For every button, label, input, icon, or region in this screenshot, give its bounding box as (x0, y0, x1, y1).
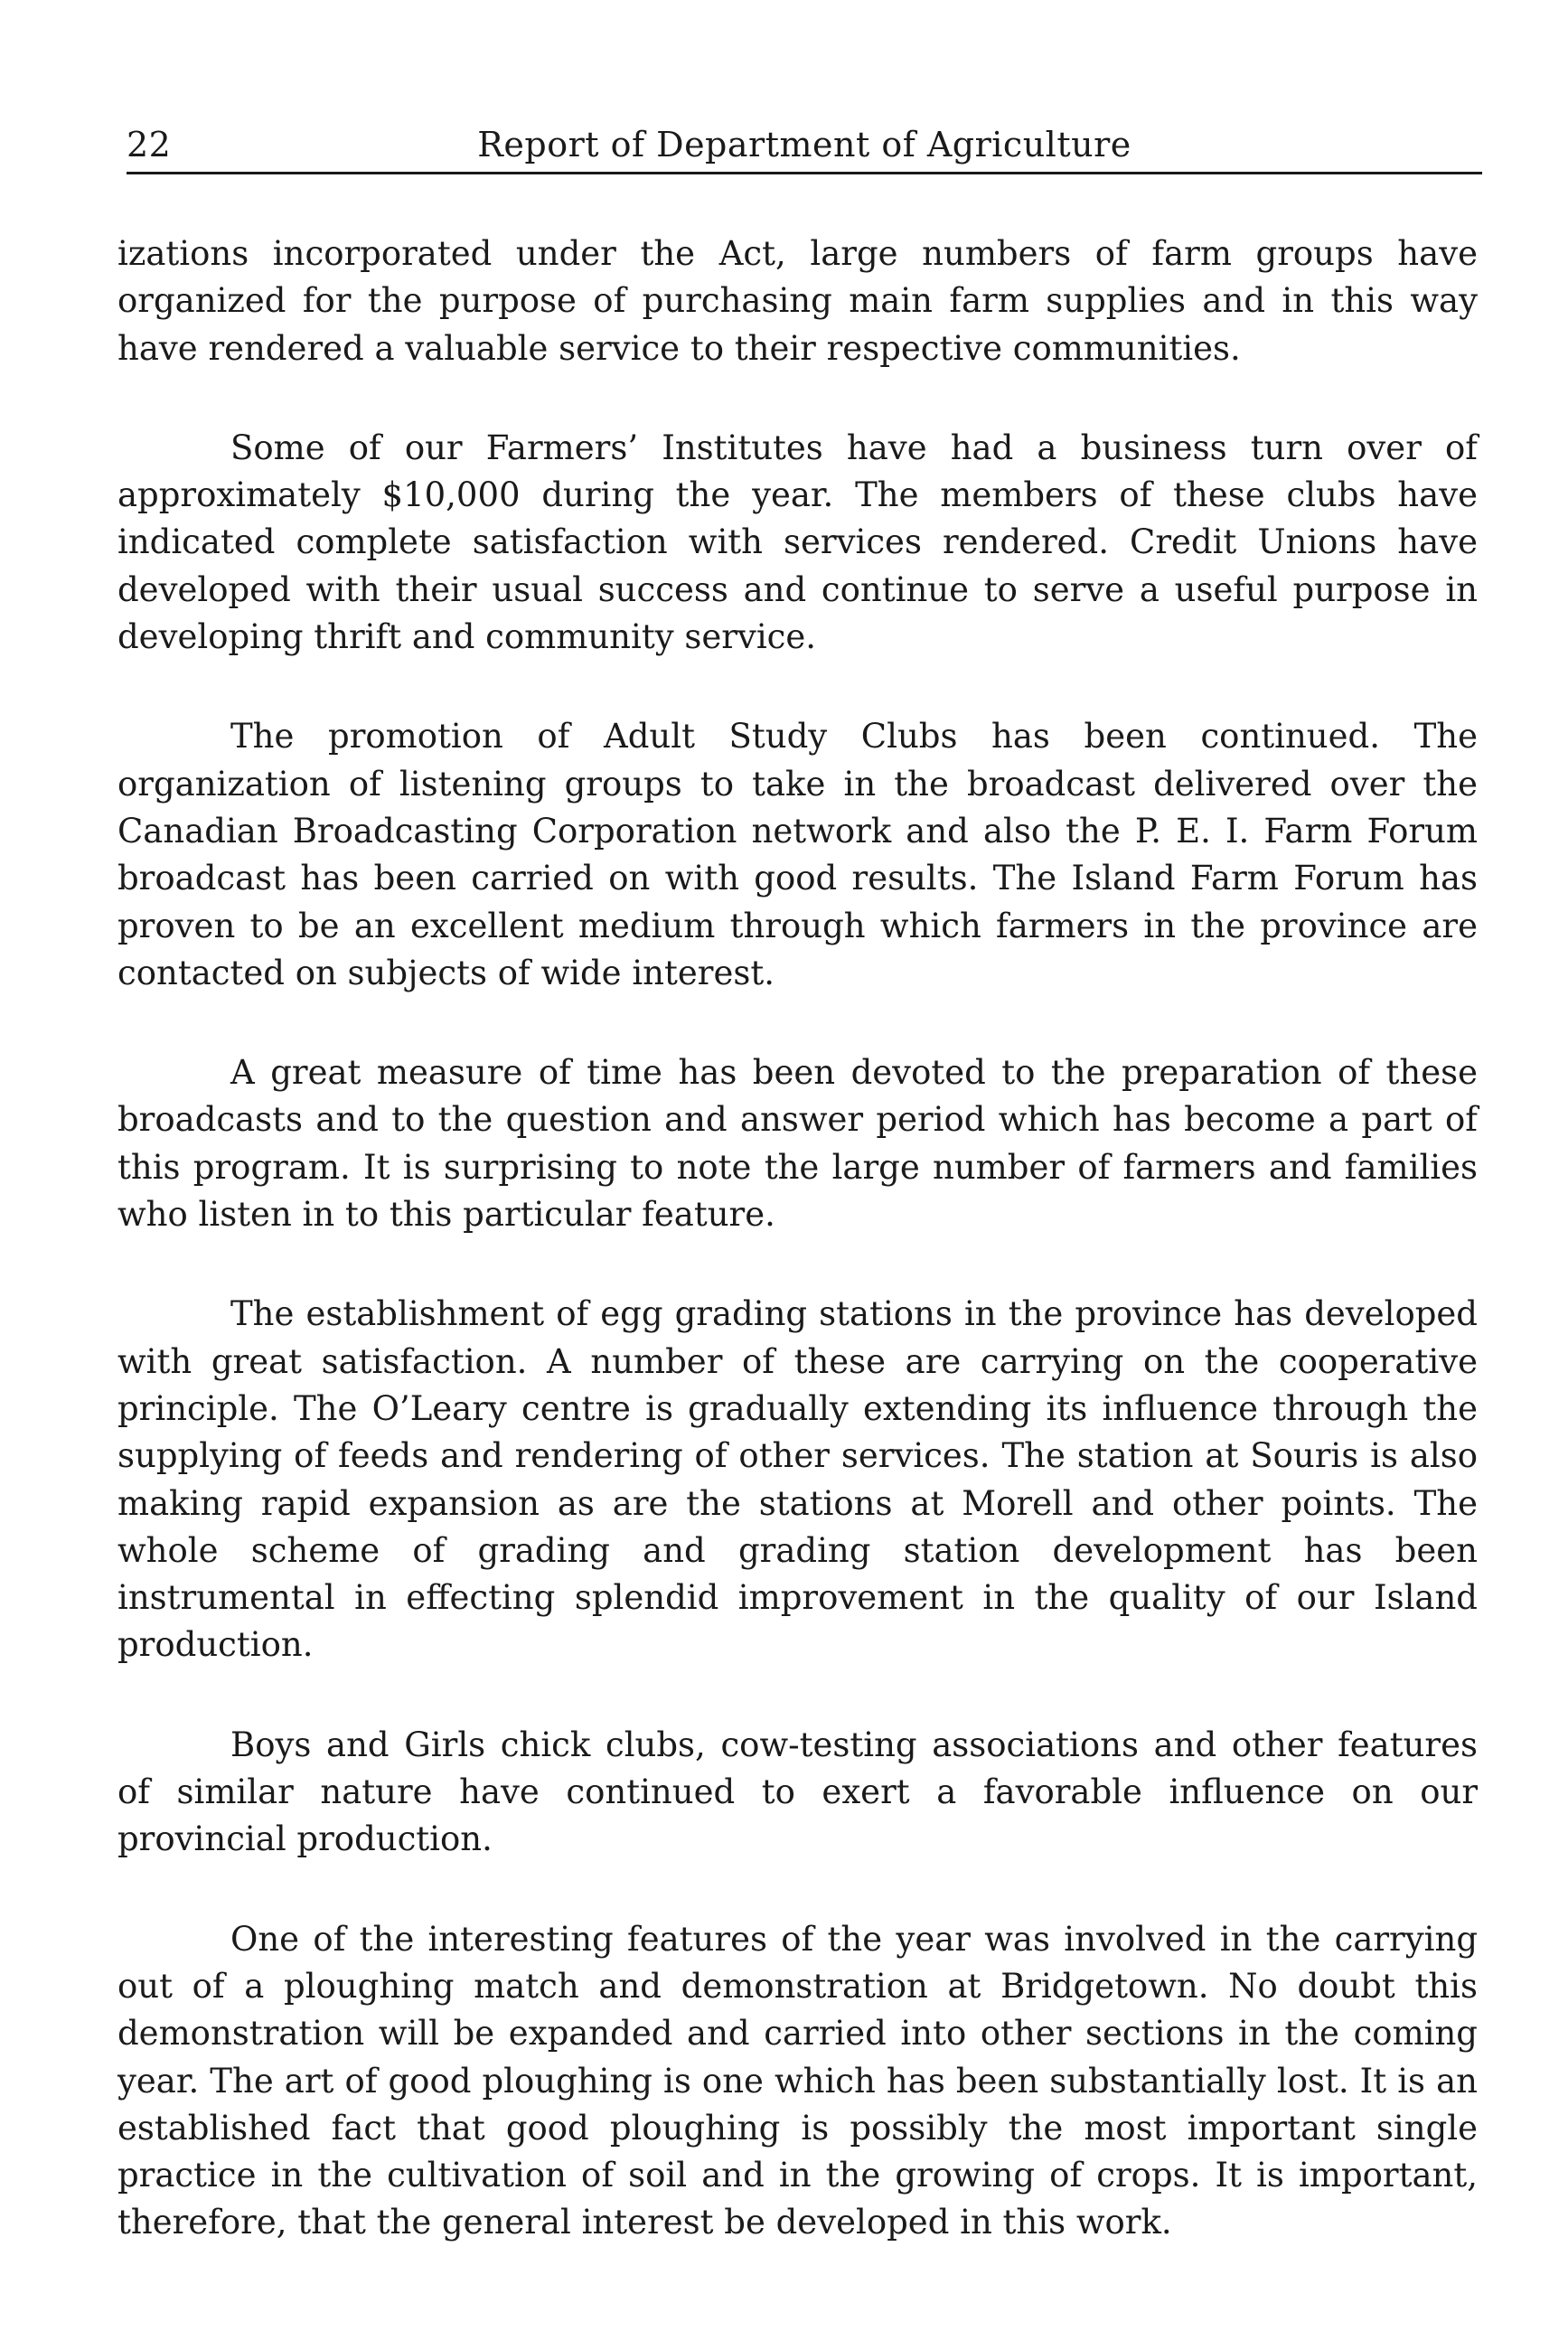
paragraph-adult-study-clubs: The promotion of Adult Study Clubs has been continued. The organization of listening groups to take in the broadcast delivered over the Canadian Broadcasting Corporation network and also the P. E. I. Farm Forum broadcast has been carried on with good results. The Island Farm Forum has proven to be an excellent medium through which farmers in the province are contacted on subjects of wide interest. (117, 717, 1478, 992)
paragraph-ploughing-match: One of the interesting features of the year was involved in the carrying out of a ploughing match and demonstration at Bridgetown. No doubt this demonstration will be expanded and carried into other sections in the coming year. The art of good ploughing is one which has been substantially lost. It is an established fact that good ploughing is possibly the most important single practice in the cultivation of soil and in the growing of crops. It is important, therefore, that the general interest be developed in this work. (117, 1919, 1478, 2242)
header-rule (127, 172, 1482, 174)
paragraph-clubs-associations: Boys and Girls chick clubs, cow-testing associations and other features of similar nature have continued to exert a favorable influence on our provincial production. (117, 1725, 1478, 1859)
paragraph-broadcasts: A great measure of time has been devoted to the preparation of these broadcasts and to the question and answer period which has become a part of this program. It is surprising to note the large number of farmers and families who listen in to this particular feature. (117, 1053, 1478, 1235)
running-head (127, 118, 1482, 172)
body-text (117, 230, 1478, 2299)
paragraph-continued: izations incorporated under the Act, large numbers of farm groups have organized for the purpose of purchasing main farm supplies and in this way have rendered a valuable service to their respective communities. (117, 234, 1478, 368)
page-number: 22 (127, 125, 172, 164)
paragraph-farmers-institutes: Some of our Farmers’ Institutes have had a business turn over of approximately $10,000 during the year. The members of these clubs have indicated complete satisfaction with services rendered. Credit Unions have developed with their usual success and continue to serve a useful purpose in developing thrift and community service. (117, 428, 1478, 657)
paragraph-egg-grading: The establishment of egg grading stations in the province has developed with great satisfaction. A number of these are carrying on the cooperative principle. The O’Leary centre is gradually extending its influence through the supplying of feeds and rendering of other services. The station at Souris is also making rapid expansion as are the stations at Morell and other points. The whole scheme of grading and grading station development has been instrumental in effecting splendid improvement in the quality of our Island production. (117, 1294, 1478, 1665)
running-title: Report of Department of Agriculture (477, 125, 1131, 164)
